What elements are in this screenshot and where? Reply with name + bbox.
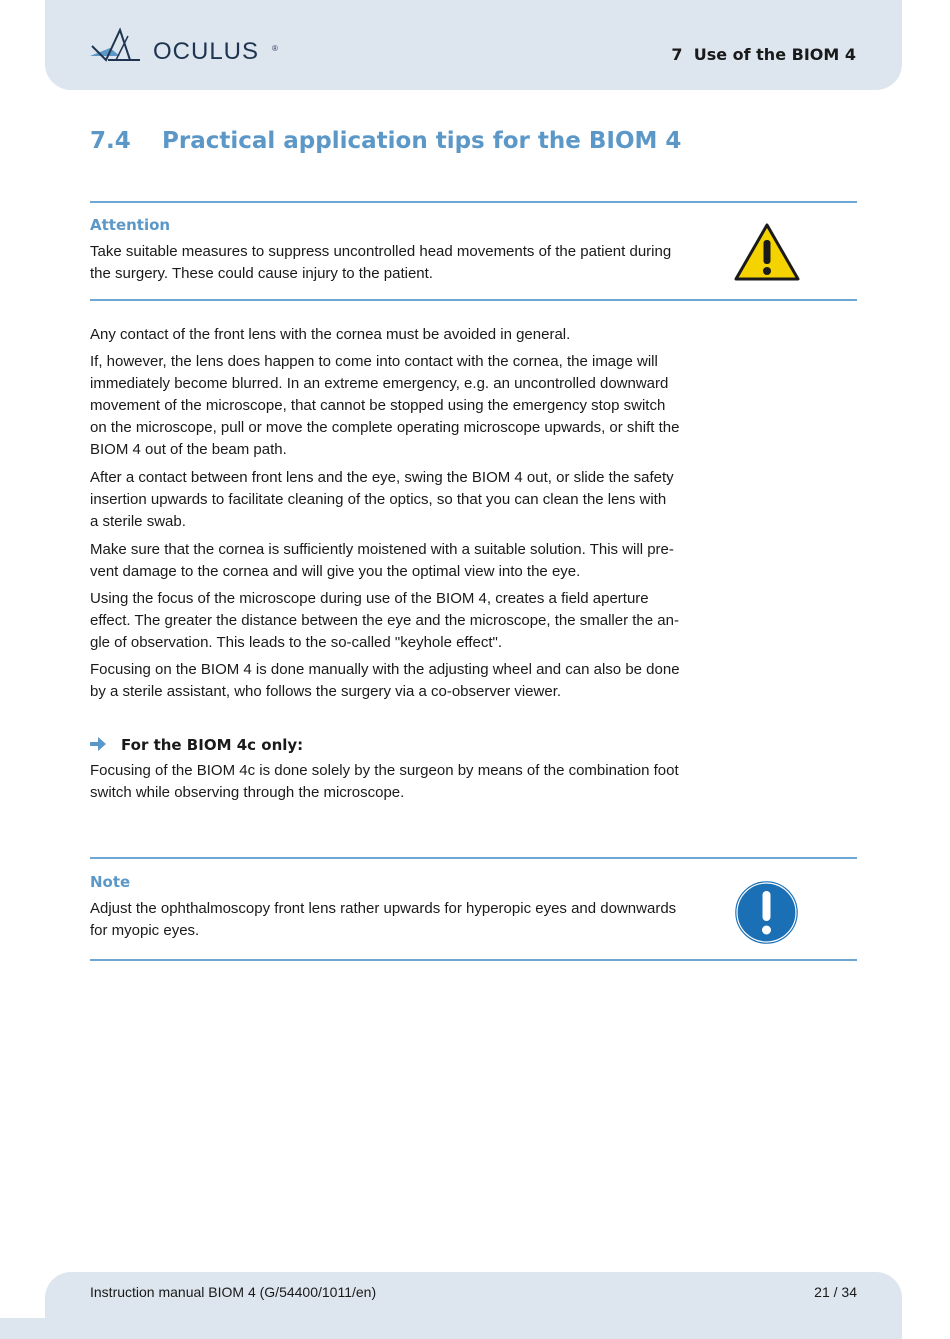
arrow-right-icon — [90, 737, 106, 751]
text-line: immediately become blurred. In an extreme emergency, e.g. an uncontrolled downward — [90, 375, 669, 392]
footer-document-title: Instruction manual BIOM 4 (G/54400/1011/en) — [90, 1284, 377, 1300]
text-line: insertion upwards to facilitate cleaning of the optics, so that you can clean the lens with — [90, 491, 667, 508]
text-line: for myopic eyes. — [90, 922, 200, 939]
logo-registered-mark: ® — [272, 44, 278, 53]
text-line: switch while observing through the microscope. — [90, 784, 405, 801]
attention-bottom-rule — [90, 299, 857, 301]
note-bottom-rule — [90, 959, 857, 961]
exclamation-circle-icon — [733, 879, 800, 946]
attention-top-rule — [90, 201, 857, 203]
text-line: Focusing of the BIOM 4c is done solely by the surgeon by means of the combination foot — [90, 762, 679, 779]
attention-text — [90, 241, 685, 285]
text-line: gle of observation. This leads to the so-called "keyhole effect". — [90, 634, 503, 651]
note-label: Note — [90, 873, 131, 891]
footer-page-number: 21 / 34 — [814, 1284, 857, 1300]
paragraph — [90, 659, 685, 703]
text-line: a sterile swab. — [90, 513, 186, 530]
biom4c-text — [90, 760, 685, 804]
biom4c-heading-text: For the BIOM 4c only: — [121, 736, 304, 754]
text-line: After a contact between front lens and the eye, swing the BIOM 4 out, or slide the safety — [90, 469, 674, 486]
paragraph — [90, 539, 685, 583]
text-line: Adjust the ophthalmoscopy front lens rather upwards for hyperopic eyes and downwards — [90, 900, 677, 917]
chapter-title: 7 Use of the BIOM 4 — [671, 45, 856, 64]
text-line: on the microscope, pull or move the complete operating microscope upwards, or shift the — [90, 419, 680, 436]
section-heading — [90, 126, 681, 156]
note-text — [90, 898, 685, 942]
section-title: Practical application tips for the BIOM 4 — [162, 128, 682, 154]
paragraph — [90, 324, 685, 346]
paragraph — [90, 467, 685, 533]
note-top-rule — [90, 857, 857, 859]
text-line: effect. The greater the distance between the eye and the microscope, the smaller the an- — [90, 612, 679, 629]
logo-wordmark: OCULUS — [153, 38, 260, 65]
text-line: movement of the microscope, that cannot be stopped using the emergency stop switch — [90, 397, 666, 414]
text-line: vent damage to the cornea and will give you the optimal view into the eye. — [90, 563, 581, 580]
text-line: Focusing on the BIOM 4 is done manually with the adjusting wheel and can also be done — [90, 661, 680, 678]
text-line: Take suitable measures to suppress uncontrolled head movements of the patient during — [90, 243, 672, 260]
attention-label: Attention — [90, 216, 171, 234]
text-line: Make sure that the cornea is sufficiently moistened with a suitable solution. This will pre- — [90, 541, 674, 558]
text-line: the surgery. These could cause injury to the patient. — [90, 265, 433, 282]
text-line: BIOM 4 out of the beam path. — [90, 441, 287, 458]
warning-triangle-icon — [733, 222, 801, 282]
text-line: by a sterile assistant, who follows the surgery via a co-observer viewer. — [90, 683, 562, 700]
text-line: If, however, the lens does happen to come into contact with the cornea, the image will — [90, 353, 658, 370]
text-line: Any contact of the front lens with the cornea must be avoided in general. — [90, 326, 571, 343]
text-line: Using the focus of the microscope during use of the BIOM 4, creates a field aperture — [90, 590, 649, 607]
corner-tab — [0, 1318, 45, 1339]
biom4c-heading — [90, 735, 303, 755]
paragraph — [90, 351, 685, 461]
paragraph — [90, 588, 685, 654]
section-number: 7.4 — [90, 128, 131, 154]
